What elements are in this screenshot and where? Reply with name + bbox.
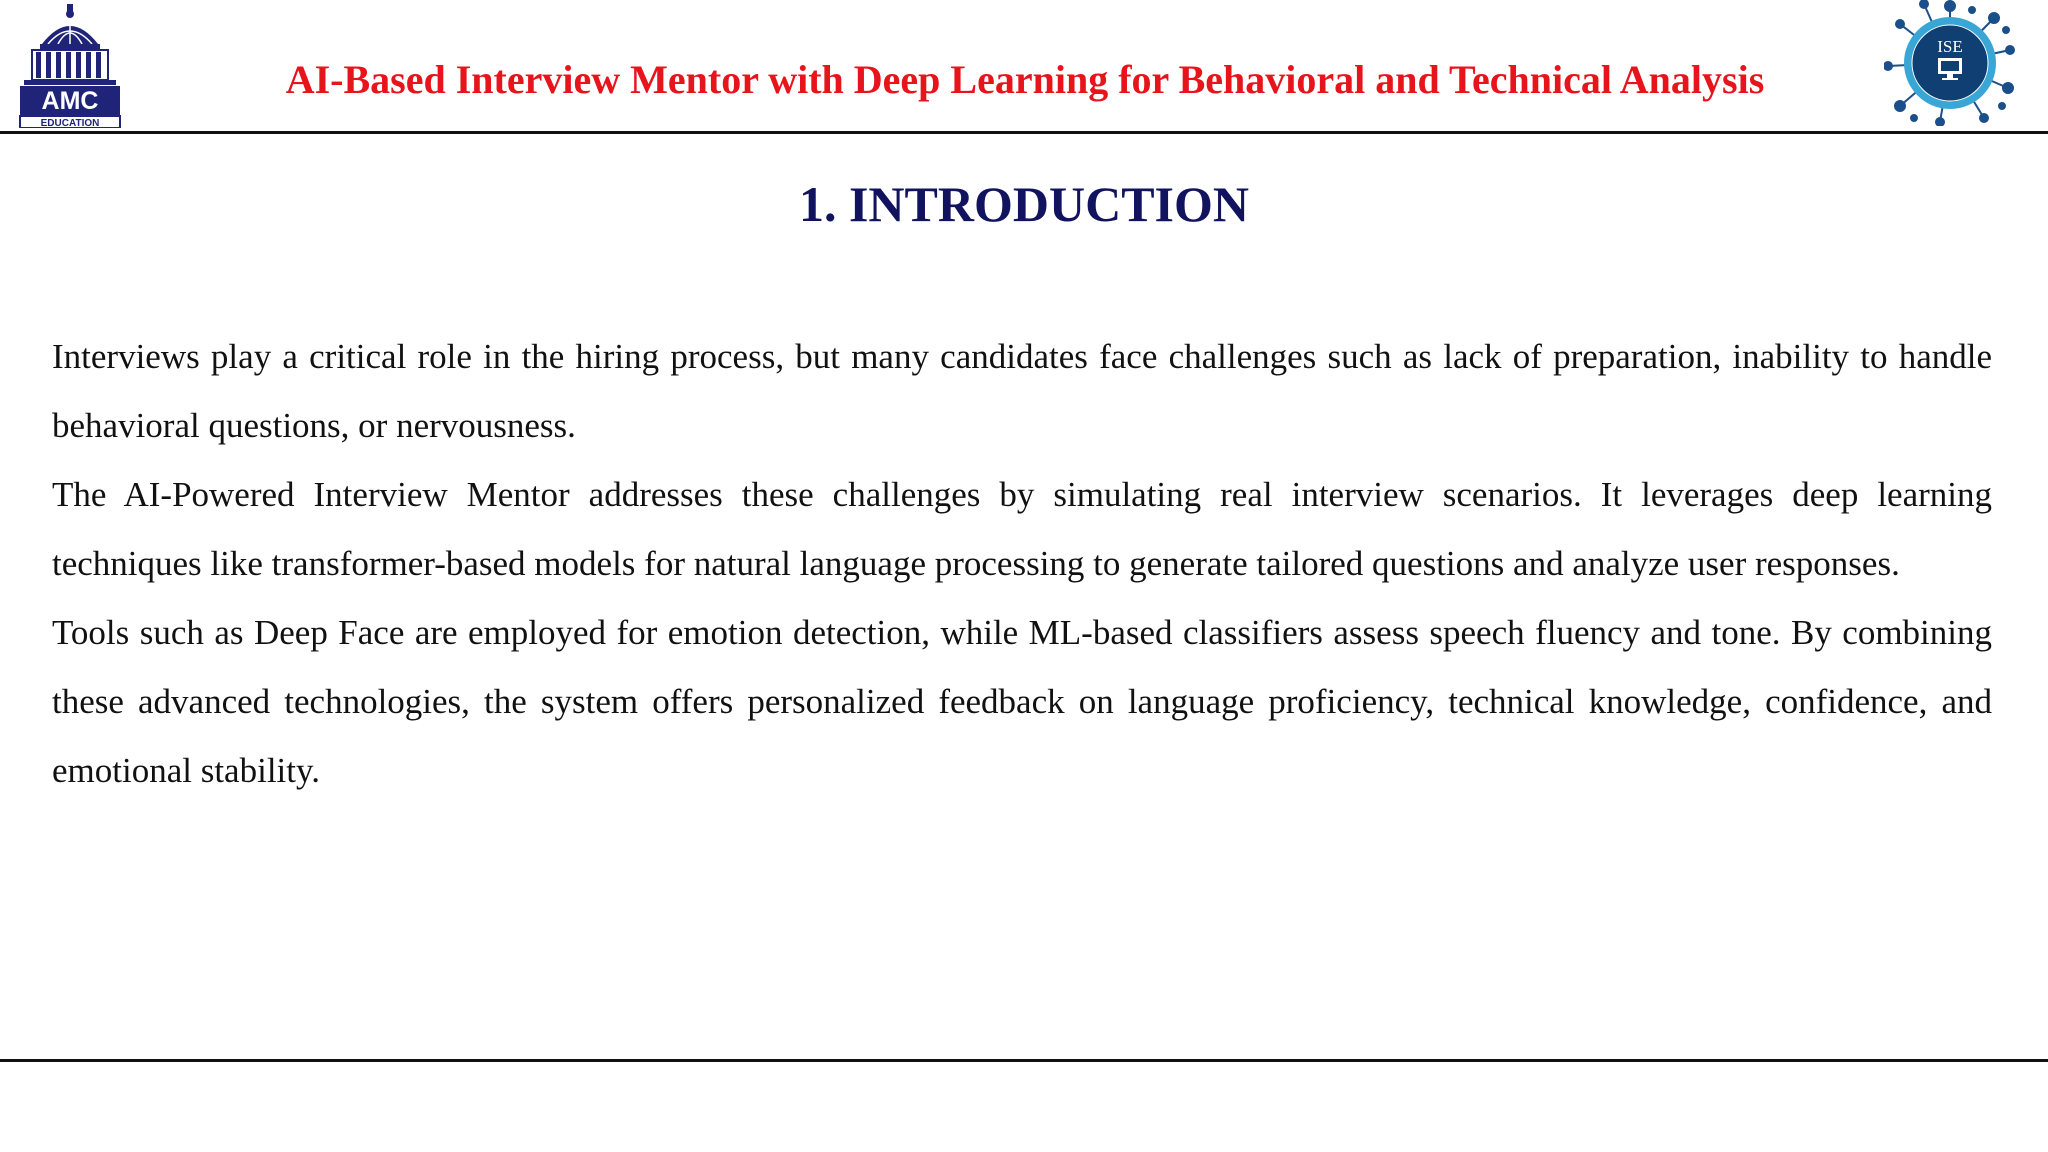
- footer-divider: [0, 1059, 2048, 1062]
- amc-dome-icon: [18, 4, 122, 128]
- svg-text:EDUCATION: EDUCATION: [40, 118, 100, 128]
- introduction-body: [52, 322, 1992, 805]
- ise-department-logo: [1884, 0, 2016, 126]
- slide-header: [0, 0, 2048, 132]
- ise-network-icon: [1884, 0, 2016, 126]
- presentation-title: AI-Based Interview Mentor with Deep Learning for Behavioral and Technical Analysis: [285, 57, 1765, 102]
- section-heading: 1. INTRODUCTION: [798, 176, 1250, 232]
- svg-text:AMC: AMC: [41, 87, 99, 115]
- svg-text:ISE: ISE: [1937, 37, 1963, 56]
- paragraph-tools-feedback: Tools such as Deep Face are employed for emotion detection, while ML-based classifiers assess speech fluency and tone. By combining these advanced technologies, the system offers personalized feedback on language proficiency, technical knowledge, confidence, and emotional stability.: [52, 613, 1992, 790]
- header-divider: [0, 131, 2048, 134]
- paragraph-interview-challenges: Interviews play a critical role in the hiring process, but many candidates face challenges such as lack of preparation, inability to handle behavioral questions, or nervousness.: [52, 337, 1992, 445]
- amc-education-logo: [18, 4, 122, 128]
- paragraph-mentor-overview: The AI-Powered Interview Mentor addresses these challenges by simulating real interview scenarios. It leverages deep learning techniques like transformer-based models for natural language processing to generate tailored questions and analyze user responses.: [52, 475, 1992, 583]
